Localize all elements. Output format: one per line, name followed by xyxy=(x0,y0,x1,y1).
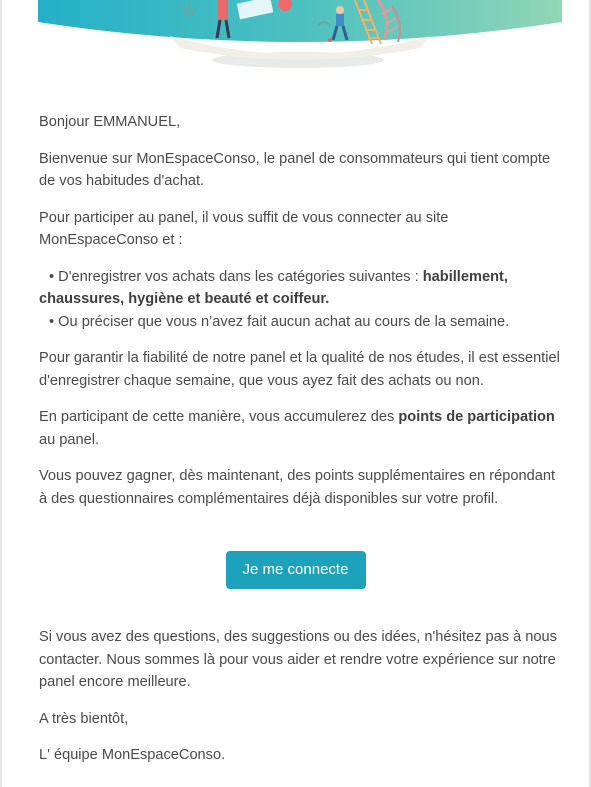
bullet2-text: Ou préciser que vous n’avez fait aucun achat au cours de la semaine. xyxy=(58,313,510,330)
intro-paragraph: Bienvenue sur MonEspaceConso, le panel de consommateurs qui tient compte de vos habitudes d'achat. xyxy=(39,150,551,189)
instructions-list xyxy=(39,266,561,334)
see-you-text: A très bientôt, xyxy=(39,710,129,727)
header-illustration xyxy=(0,0,591,78)
points-bold: points de participation xyxy=(398,409,555,425)
participate-paragraph: Pour participer au panel, il vous suffit de vous connecter au site MonEspaceConso et : xyxy=(39,209,449,248)
connect-button[interactable]: Je me connecte xyxy=(226,551,366,589)
signature: L' équipe MonEspaceConso. xyxy=(39,747,226,763)
email-body xyxy=(39,111,561,510)
bullet1-categories: habillement, chaussures, hygiène et beauté et coiffeur. xyxy=(39,268,508,307)
points-suffix: au panel. xyxy=(39,431,100,448)
frame-left-border xyxy=(0,0,2,787)
greeting: Bonjour EMMANUEL, xyxy=(39,114,181,130)
points-paragraph xyxy=(39,406,561,451)
reliability-paragraph: Pour garantir la fiabilité de notre panel et la qualité de nos études, il est essentiel d'enregistrer chaque semaine, que vous ayez fait des achats ou non. xyxy=(39,350,560,389)
extra-points-paragraph: Vous pouvez gagner, dès maintenant, des points supplémentaires en répondant à des questionnaires complémentaires déjà disponibles sur votre profil. xyxy=(39,468,556,507)
list-item: • D'enregistrer vos achats dans les catégories suivantes : habillement, chaussures, hygiène et beauté et coiffeur. xyxy=(39,268,508,307)
cta-container xyxy=(0,551,591,589)
questions-paragraph: Si vous avez des questions, des suggestions ou des idées, n'hésitez pas à nous contacter. Nous sommes là pour vous aider et rendre votre expérience sur notre panel encore meilleure. xyxy=(39,629,557,690)
list-item: • Ou préciser que vous n’avez fait aucun achat au cours de la semaine. xyxy=(49,313,510,330)
points-prefix: En participant de cette manière, vous accumulerez des xyxy=(39,409,399,425)
email-closing xyxy=(39,626,561,781)
bullet1-text: D'enregistrer vos achats dans les catégories suivantes : xyxy=(58,268,423,285)
